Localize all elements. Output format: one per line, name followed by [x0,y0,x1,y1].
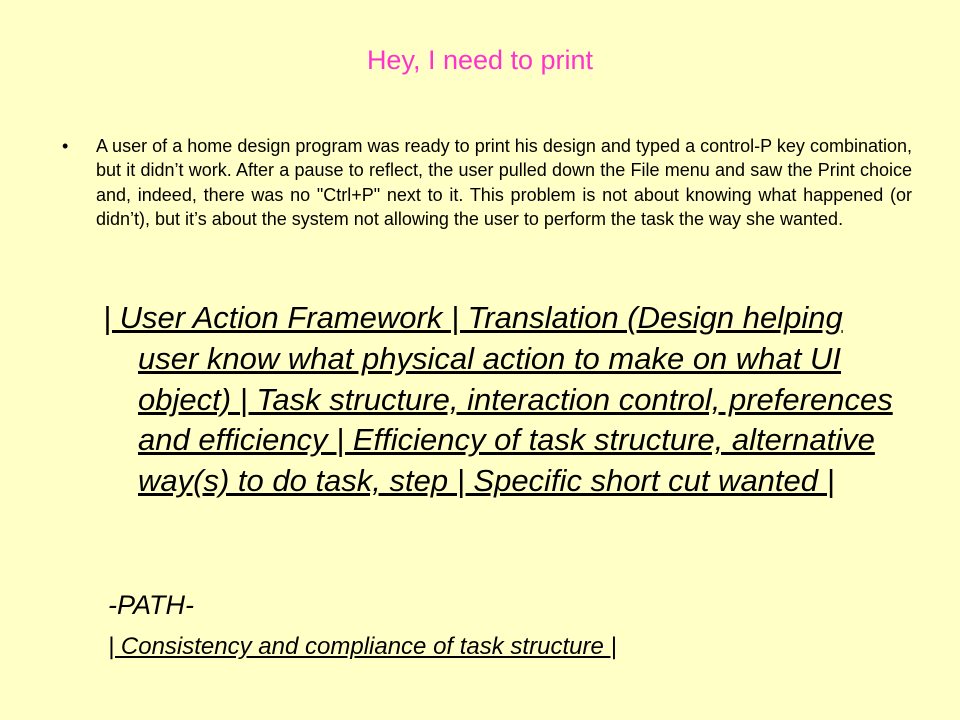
bullet-item [62,134,912,232]
slide-title: Hey, I need to print [366,45,594,75]
framework-classification-text: | User Action Framework | Translation (Design helping user know what physical action to make on what UI object) | Task structure, interaction control, preferences and efficiency | Efficiency of task structure, alternative way(s) to do task, step | Specific short cut wanted | [103,300,893,499]
bullet-text: A user of a home design program was ready to print his design and typed a control-P key combination, but it didn’t work. After a pause to reflect, the user pulled down the File menu and saw the Print choice and, indeed, there was no "Ctrl+P" next to it. This problem is not about knowing what happened (or didn’t), but it’s about the system not allowing the user to perform the task the way she wanted. [96,136,912,230]
path-label: -PATH- [108,590,194,620]
bullet-icon: • [62,136,69,156]
path-classification: | Consistency and compliance of task structure | [108,633,617,660]
framework-classification [103,298,903,502]
